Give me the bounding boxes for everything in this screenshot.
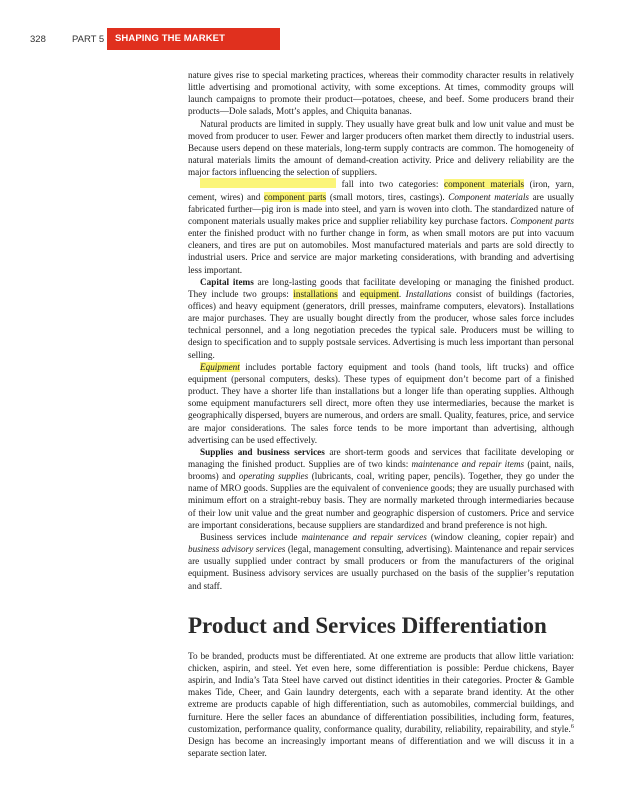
part-label: PART 5 (72, 34, 105, 45)
paragraph-differentiation: To be branded, products must be differentiated. At one extreme are products that allow little variation: chicken, aspirin, and steel. Yet even here, some differentiation is possible: Perdue chickens, Bayer aspirin, and India’s Tata Steel have carved out distinct identities in their categories. Procter & Gamble makes Tide, Cheer, and Gain laundry detergents, each with a separate brand identity. At the other extreme are products capable of high differentiation, such as automobiles, commercial buildings, and furniture. Here the seller faces an abundance of differentiation possibilities, including form, features, customization, performance quality, conformance quality, durability, reliability, repairability, and style.$^6$ Design has become an increasingly important means of differentiation and we will discuss it in a separate section later. (188, 650, 574, 758)
section-title-tab: SHAPING THE MARKET OFFERINGS (107, 28, 280, 50)
paragraph-business-services: Business services include maintenance and repair services (window cleaning, copier repair) and business advisory services (legal, management consulting, advertising). Maintenance and repair services are usually supplied under contract by small producers or from the manufacturers of the original equipment. Business advisory services are usually purchased on the basis of the supplier’s reputation and staff. (188, 531, 574, 591)
paragraph-capital-items: Capital items are long-lasting goods that facilitate developing or managing the finished product. They include two groups: installations and equipment. Installations consist of buildings (factories, offices) and heavy equipment (generators, drill presses, mainframe computers, elevators). Installations are major purchases. They are usually bought directly from the producer, whose sales force includes technical personnel, and a long negotiation precedes the typical sale. Producers must be willing to design to specification and to supply postsale services. Advertising is much less important than personal selling. (188, 276, 575, 360)
body-text (188, 69, 574, 759)
page-header (0, 28, 623, 66)
paragraph-manufactured-materials: fall into two categories: component materials (iron, yarn, cement, wires) and component parts (small motors, tires, castings). Component materials are usually fabricated further—pig iron is made into steel, and yarn is woven into cloth. The standardized nature of component materials usually makes price and supplier reliability key purchase factors. Component parts enter the finished product with no further change in form, as when small motors are put into vacuum cleaners, and tires are put on automobiles. Most manufactured materials and parts are sold directly to industrial users. Price and service are major marketing considerations, with branding and advertising less important. (188, 179, 575, 275)
section-heading: Product and Services Differentiation (188, 612, 547, 638)
term-supplies-business-services: Supplies and business services (200, 446, 325, 457)
highlight-installations: installations (293, 288, 338, 299)
term-capital-items: Capital items (200, 276, 254, 287)
highlight-blank (200, 178, 336, 188)
highlight-component-parts: component parts (263, 191, 327, 202)
highlight-equipment-term: Equipment (200, 361, 240, 372)
highlight-equipment: equipment (360, 288, 399, 299)
paragraph-supplies: Supplies and business services are short-term goods and services that facilitate developing or managing the finished product. Supplies are of two kinds: maintenance and repair items (paint, nails, brooms) and operating supplies (lubricants, coal, writing paper, pencils). Together, they go under the name of MRO goods. Supplies are the equivalent of convenience goods; they are usually purchased with minimum effort on a straight-rebuy basis. They are normally marketed through intermediaries because of their low unit value and the great number and geographic dispersion of customers. Price and service are important considerations, because suppliers are standardized and brand preference is not high. (188, 446, 574, 530)
paragraph-natural-products: Natural products are limited in supply. They usually have great bulk and low unit value and must be moved from producer to user. Fewer and larger producers often market them directly to industrial users. Because users depend on these materials, long-term supply contracts are common. The homogeneity of natural materials limits the amount of demand-creation activity. Price and delivery reliability are the major factors influencing the selection of suppliers. (188, 118, 574, 178)
paragraph-natural-products-intro: nature gives rise to special marketing practices, whereas their commodity character results in relatively little advertising and promotional activity, with some exceptions. At times, commodity groups will launch campaigns to promote their product—potatoes, cheese, and beef. Some producers brand their products—Dole salads, Mott’s apples, and Chiquita bananas. (188, 70, 574, 117)
page-number: 328 (30, 34, 46, 45)
paragraph-equipment: Equipment includes portable factory equipment and tools (hand tools, lift trucks) and office equipment (personal computers, desks). These types of equipment don’t become part of a finished product. They have a shorter life than installations but a longer life than operating supplies. Although some equipment manufacturers sell direct, more often they use intermediaries, because the market is geographically dispersed, buyers are numerous, and orders are small. Quality, features, price, and service are major considerations. The sales force tends to be more important than advertising, although advertising can be used effectively. (188, 361, 574, 445)
highlight-component-materials: component materials (444, 179, 525, 190)
endnote-marker: 6 (570, 722, 574, 730)
